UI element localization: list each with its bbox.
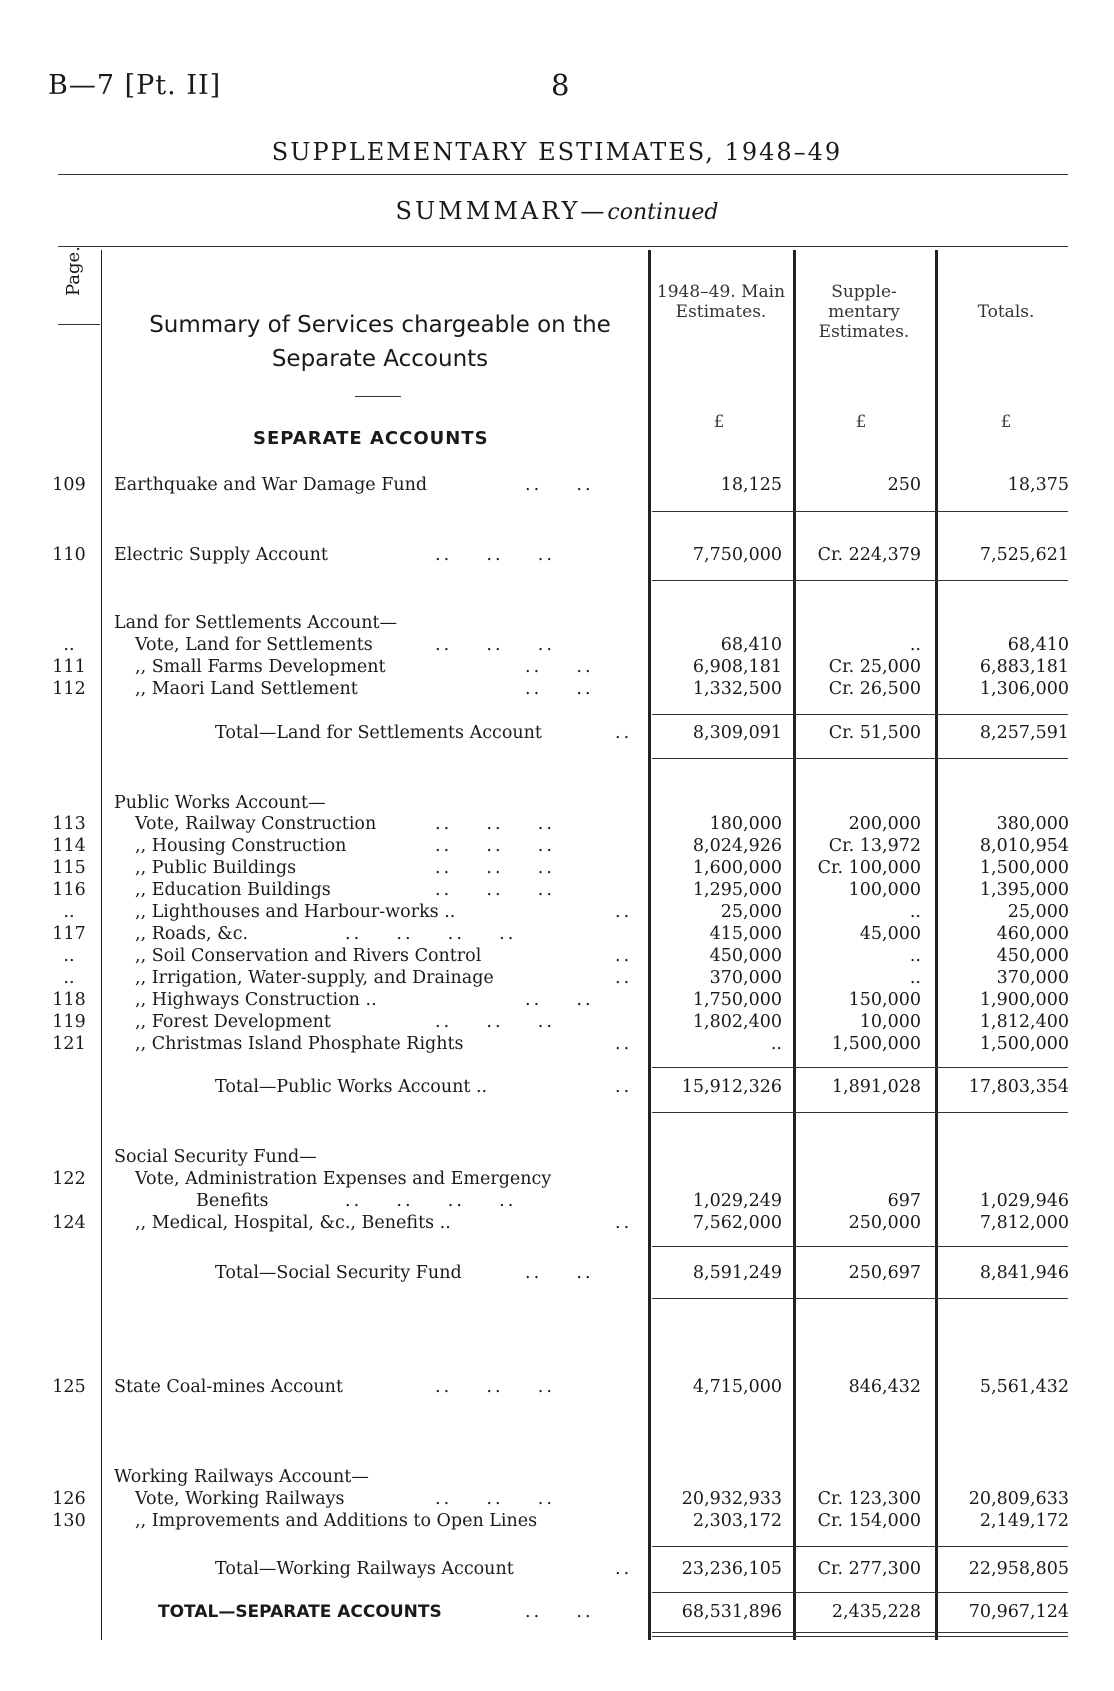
- section-title: SEPARATE ACCOUNTS: [253, 428, 489, 449]
- subtitle-continued: continued: [607, 200, 719, 225]
- total: 20,809,633: [968, 1489, 1069, 1509]
- leader-dots: ..: [615, 1034, 633, 1054]
- main-estimate: 20,932,933: [681, 1489, 782, 1509]
- leader-dots: ..: [615, 723, 633, 743]
- row-description: ,, Public Buildings: [135, 858, 297, 878]
- row-page: 119: [52, 1012, 86, 1032]
- row-rule: [652, 1636, 1068, 1637]
- heading-short-rule: [355, 396, 401, 397]
- totals-header: Totals.: [977, 302, 1035, 322]
- row-description: Electric Supply Account: [114, 545, 328, 565]
- leader-dots: ..: [615, 1077, 633, 1097]
- main-estimate: 1,029,249: [692, 1191, 782, 1211]
- leader-dots: .. ..: [525, 657, 594, 677]
- row-description: Benefits: [196, 1191, 269, 1211]
- row-rule: [652, 758, 1068, 759]
- row-description: Total—Social Security Fund: [215, 1263, 462, 1283]
- leader-dots: .. .. ..: [435, 1489, 555, 1509]
- total: 6,883,181: [979, 657, 1069, 677]
- leader-dots: .. .. ..: [435, 1012, 555, 1032]
- table-row: [0, 1212, 1114, 1234]
- table-row: [0, 923, 1114, 945]
- supplementary-estimate: 10,000: [859, 1012, 921, 1032]
- total: 70,967,124: [968, 1602, 1069, 1622]
- row-description: Public Works Account—: [114, 793, 326, 813]
- page-subtitle: [0, 197, 1114, 225]
- row-page: ..: [63, 902, 75, 922]
- table-row: [0, 634, 1114, 656]
- row-description: Earthquake and War Damage Fund: [114, 475, 428, 495]
- pound-sign: £: [855, 412, 867, 432]
- row-description: Total—Land for Settlements Account: [215, 723, 542, 743]
- total: 1,812,400: [979, 1012, 1069, 1032]
- supplementary-estimate: Cr. 123,300: [817, 1489, 921, 1509]
- main-estimate: 23,236,105: [681, 1559, 782, 1579]
- row-page: 110: [52, 545, 86, 565]
- table-row: [0, 989, 1114, 1011]
- pound-sign: £: [713, 412, 725, 432]
- group-heading: [0, 792, 1114, 814]
- grand-total-row: [0, 1601, 1114, 1623]
- main-estimate: 7,750,000: [692, 545, 782, 565]
- row-page: 126: [52, 1489, 86, 1509]
- leader-dots: .. ..: [525, 1602, 594, 1622]
- total: 17,803,354: [968, 1077, 1069, 1097]
- document-reference: B—7 [Pt. II]: [48, 70, 222, 101]
- total: 2,149,172: [979, 1511, 1069, 1531]
- supplementary-estimate: 846,432: [848, 1377, 921, 1397]
- total: 22,958,805: [968, 1559, 1069, 1579]
- row-page: ..: [63, 946, 75, 966]
- table-row: [0, 967, 1114, 989]
- total: 1,306,000: [979, 679, 1069, 699]
- main-estimate: 1,332,500: [692, 679, 782, 699]
- supplementary-estimate: ..: [909, 968, 921, 988]
- total: 7,525,621: [979, 545, 1069, 565]
- row-page: 111: [52, 657, 86, 677]
- table-row: [0, 901, 1114, 923]
- table-row-total: [0, 1262, 1114, 1284]
- row-description: Vote, Land for Settlements: [135, 635, 373, 655]
- row-rule: [652, 511, 1068, 512]
- row-description: Vote, Administration Expenses and Emergency: [135, 1169, 552, 1189]
- main-estimate: 8,024,926: [692, 836, 782, 856]
- total: 1,500,000: [979, 858, 1069, 878]
- table-row: [0, 1033, 1114, 1055]
- table-row-total: [0, 1558, 1114, 1580]
- supplementary-estimate: 250,697: [848, 1263, 921, 1283]
- main-estimate: 8,309,091: [692, 723, 782, 743]
- total: 8,257,591: [979, 723, 1069, 743]
- main-estimate: 6,908,181: [692, 657, 782, 677]
- leader-dots: .. ..: [525, 990, 594, 1010]
- row-description: ,, Housing Construction: [135, 836, 347, 856]
- supplementary-estimate: 697: [887, 1191, 921, 1211]
- row-description: ,, Irrigation, Water-supply, and Drainage: [135, 968, 494, 988]
- table-top-rule: [58, 246, 1068, 247]
- leader-dots: ..: [615, 968, 633, 988]
- row-page: 116: [52, 880, 86, 900]
- row-description: ,, Highways Construction ..: [135, 990, 377, 1010]
- supplementary-estimate: Cr. 277,300: [817, 1559, 921, 1579]
- leader-dots: .. ..: [525, 679, 594, 699]
- total: 1,395,000: [979, 880, 1069, 900]
- row-page: 117: [52, 924, 86, 944]
- total: 380,000: [996, 814, 1069, 834]
- main-estimate: 25,000: [720, 902, 782, 922]
- main-estimate: 1,600,000: [692, 858, 782, 878]
- row-description: ,, Lighthouses and Harbour-works ..: [135, 902, 456, 922]
- leader-dots: .. ..: [525, 1263, 594, 1283]
- supplementary-estimate: 200,000: [848, 814, 921, 834]
- row-page: 115: [52, 858, 86, 878]
- row-page: 121: [52, 1034, 86, 1054]
- table-row: [0, 678, 1114, 700]
- main-estimate: 2,303,172: [692, 1511, 782, 1531]
- row-description: Total—Working Railways Account: [215, 1559, 514, 1579]
- summary-heading: Summary of Services chargeable on the Separate Accounts: [149, 312, 611, 372]
- table-row: [0, 1168, 1114, 1190]
- supplementary-estimate: 250,000: [848, 1213, 921, 1233]
- row-description: ,, Small Farms Development: [135, 657, 386, 677]
- group-heading: [0, 1146, 1114, 1168]
- row-page: 125: [52, 1377, 86, 1397]
- total: 68,410: [1007, 635, 1069, 655]
- supplementary-estimate: Cr. 51,500: [828, 723, 921, 743]
- supplementary-estimate: Cr. 26,500: [828, 679, 921, 699]
- leader-dots: .. .. ..: [435, 836, 555, 856]
- total: 460,000: [996, 924, 1069, 944]
- leader-dots: .. .. .. ..: [345, 1191, 517, 1211]
- table-row: [0, 1376, 1114, 1398]
- leader-dots: .. .. ..: [435, 880, 555, 900]
- row-page: 130: [52, 1511, 86, 1531]
- page-header-rule: [58, 324, 100, 325]
- row-rule: [652, 1592, 1068, 1593]
- total: 25,000: [1007, 902, 1069, 922]
- row-rule: [652, 580, 1068, 581]
- row-description: ,, Medical, Hospital, &c., Benefits ..: [135, 1213, 451, 1233]
- row-rule: [652, 1067, 1068, 1068]
- row-description: ,, Improvements and Additions to Open Lines: [135, 1511, 538, 1531]
- row-description: Vote, Working Railways: [135, 1489, 345, 1509]
- row-description: Land for Settlements Account—: [114, 613, 398, 633]
- subtitle-main: SUMMMARY—: [395, 197, 608, 225]
- supplementary-estimate: ..: [909, 635, 921, 655]
- table-row: [0, 1488, 1114, 1510]
- supplementary-estimate: ..: [909, 946, 921, 966]
- row-description: Working Railways Account—: [114, 1467, 369, 1487]
- row-description: ,, Maori Land Settlement: [135, 679, 358, 699]
- total: 1,900,000: [979, 990, 1069, 1010]
- table-row: [0, 1011, 1114, 1033]
- main-estimate: 180,000: [709, 814, 782, 834]
- leader-dots: .. .. ..: [435, 635, 555, 655]
- row-description: ,, Christmas Island Phosphate Rights: [135, 1034, 464, 1054]
- supplementary-estimate: Cr. 224,379: [817, 545, 921, 565]
- row-rule: [652, 1632, 1068, 1633]
- total: 450,000: [996, 946, 1069, 966]
- row-description: Total—Public Works Account ..: [215, 1077, 488, 1097]
- table-row-total: [0, 722, 1114, 744]
- table-row: [0, 879, 1114, 901]
- supplementary-estimate: 1,500,000: [831, 1034, 921, 1054]
- row-description: TOTAL—SEPARATE ACCOUNTS: [158, 1602, 442, 1622]
- row-page: 113: [52, 814, 86, 834]
- leader-dots: ..: [615, 902, 633, 922]
- page-title: SUPPLEMENTARY ESTIMATES, 1948–49: [271, 138, 843, 166]
- supplementary-estimate: Cr. 154,000: [817, 1511, 921, 1531]
- table-row: [0, 835, 1114, 857]
- supplementary-estimate: Cr. 25,000: [828, 657, 921, 677]
- main-estimate: 68,410: [720, 635, 782, 655]
- table-row: [0, 1510, 1114, 1532]
- table-row: [0, 857, 1114, 879]
- table-row-total: [0, 1076, 1114, 1098]
- leader-dots: ..: [615, 946, 633, 966]
- row-page: ..: [63, 635, 75, 655]
- table-row: [0, 1190, 1114, 1212]
- main-estimate: 450,000: [709, 946, 782, 966]
- supplementary-estimate: 1,891,028: [831, 1077, 921, 1097]
- row-description: ,, Soil Conservation and Rivers Control: [135, 946, 482, 966]
- supplementary-estimate: 100,000: [848, 880, 921, 900]
- leader-dots: .. .. .. ..: [345, 924, 517, 944]
- group-heading: [0, 612, 1114, 634]
- row-rule: [652, 1298, 1068, 1299]
- page-number: 8: [551, 68, 570, 102]
- supplementary-estimate: Cr. 13,972: [828, 836, 921, 856]
- total: 8,841,946: [979, 1263, 1069, 1283]
- total: 1,029,946: [979, 1191, 1069, 1211]
- supplementary-estimate: 2,435,228: [831, 1602, 921, 1622]
- pound-sign: £: [1000, 412, 1012, 432]
- leader-dots: .. ..: [525, 475, 594, 495]
- title-rule: [58, 174, 1068, 175]
- leader-dots: .. .. ..: [435, 858, 555, 878]
- table-row: [0, 656, 1114, 678]
- table-row: [0, 544, 1114, 566]
- main-estimate: ..: [770, 1034, 782, 1054]
- page-column-header: Page.: [63, 246, 84, 296]
- table-row: [0, 945, 1114, 967]
- main-estimate: 1,750,000: [692, 990, 782, 1010]
- row-rule: [652, 714, 1068, 715]
- main-estimate: 18,125: [720, 475, 782, 495]
- row-page: 114: [52, 836, 86, 856]
- total: 1,500,000: [979, 1034, 1069, 1054]
- group-heading: [0, 1466, 1114, 1488]
- leader-dots: .. .. ..: [435, 1377, 555, 1397]
- main-estimate: 4,715,000: [692, 1377, 782, 1397]
- leader-dots: .. .. ..: [435, 545, 555, 565]
- total: 370,000: [996, 968, 1069, 988]
- row-rule: [652, 1546, 1068, 1547]
- row-description: Social Security Fund—: [114, 1147, 317, 1167]
- row-rule: [652, 1112, 1068, 1113]
- main-estimate: 415,000: [709, 924, 782, 944]
- total: 18,375: [1007, 475, 1069, 495]
- row-page: 124: [52, 1213, 86, 1233]
- row-page: 112: [52, 679, 86, 699]
- row-page: 118: [52, 990, 86, 1010]
- main-estimate: 1,295,000: [692, 880, 782, 900]
- row-description: ,, Education Buildings: [135, 880, 331, 900]
- row-description: ,, Forest Development: [135, 1012, 331, 1032]
- total: 8,010,954: [979, 836, 1069, 856]
- main-estimate: 15,912,326: [681, 1077, 782, 1097]
- leader-dots: ..: [615, 1213, 633, 1233]
- total: 5,561,432: [979, 1377, 1069, 1397]
- row-description: Vote, Railway Construction: [135, 814, 377, 834]
- main-estimate: 8,591,249: [692, 1263, 782, 1283]
- supplementary-estimate: 150,000: [848, 990, 921, 1010]
- total: 7,812,000: [979, 1213, 1069, 1233]
- supplementary-estimate: ..: [909, 902, 921, 922]
- row-page: 122: [52, 1169, 86, 1189]
- supplementary-estimates-header: Supple-mentary Estimates.: [818, 282, 910, 342]
- row-description: ,, Roads, &c.: [135, 924, 249, 944]
- row-description: State Coal-mines Account: [114, 1377, 343, 1397]
- main-estimates-header: 1948–49. Main Estimates.: [656, 282, 786, 322]
- table-row: [0, 474, 1114, 496]
- table-row: [0, 813, 1114, 835]
- supplementary-estimate: 250: [887, 475, 921, 495]
- main-estimate: 7,562,000: [692, 1213, 782, 1233]
- supplementary-estimate: 45,000: [859, 924, 921, 944]
- row-page: ..: [63, 968, 75, 988]
- main-estimate: 370,000: [709, 968, 782, 988]
- main-estimate: 1,802,400: [692, 1012, 782, 1032]
- leader-dots: .. .. ..: [435, 814, 555, 834]
- row-rule: [652, 1246, 1068, 1247]
- main-estimate: 68,531,896: [681, 1602, 782, 1622]
- supplementary-estimate: Cr. 100,000: [817, 858, 921, 878]
- row-page: 109: [52, 475, 86, 495]
- leader-dots: ..: [615, 1559, 633, 1579]
